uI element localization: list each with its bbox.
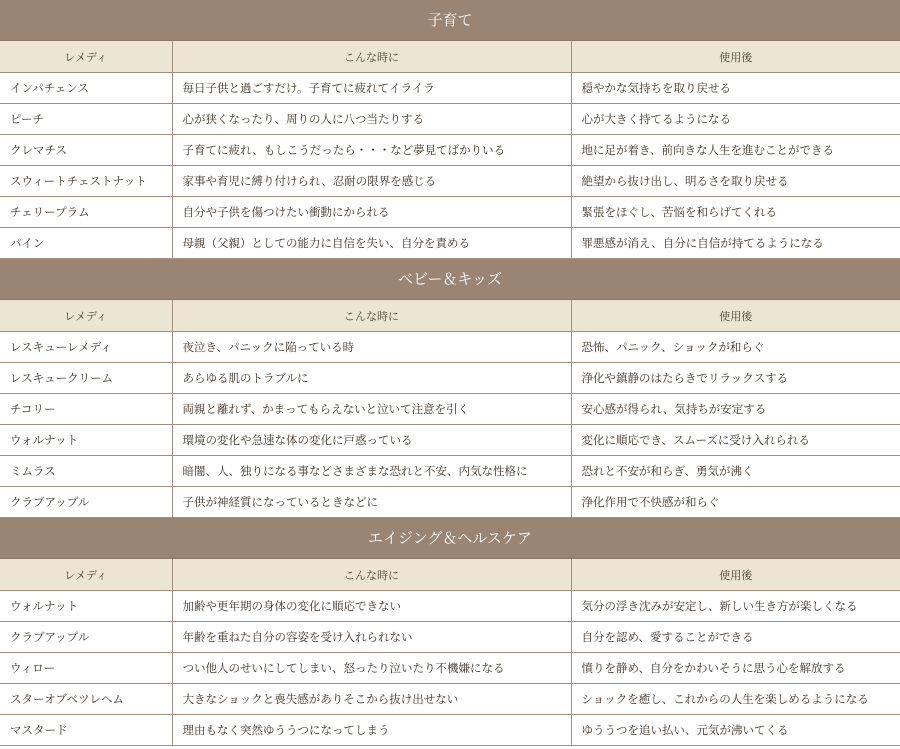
after-cell: 気分の浮き沈みが安定し、新しい生き方が楽しくなる bbox=[571, 591, 900, 622]
after-cell: 浄化作用で不快感が和らぐ bbox=[571, 487, 900, 518]
after-cell: ショックを癒し、これからの人生を楽しめるようになる bbox=[571, 684, 900, 715]
after-cell: 心が大きく持てるようになる bbox=[571, 104, 900, 135]
remedy-cell: パイン bbox=[0, 228, 172, 259]
remedy-table-childcare bbox=[0, 41, 900, 259]
table-row bbox=[0, 73, 900, 104]
remedy-cell: ピーチ bbox=[0, 104, 172, 135]
column-header-remedy: レメディ bbox=[0, 41, 172, 73]
after-cell: 絶望から抜け出し、明るさを取り戻せる bbox=[571, 166, 900, 197]
table-row bbox=[0, 715, 900, 746]
situation-cell: 母親（父親）としての能力に自信を失い、自分を責める bbox=[172, 228, 571, 259]
table-row bbox=[0, 135, 900, 166]
after-cell: 恐怖、パニック、ショックが和らぐ bbox=[571, 332, 900, 363]
situation-cell: 子育てに疲れ、もしこうだったら・・・など夢見てばかりいる bbox=[172, 135, 571, 166]
table-row bbox=[0, 332, 900, 363]
after-cell: 憤りを静め、自分をかわいそうに思う心を解放する bbox=[571, 653, 900, 684]
column-header-situation: こんな時に bbox=[172, 300, 571, 332]
situation-cell: 加齢や更年期の身体の変化に順応できない bbox=[172, 591, 571, 622]
remedy-cell: クレマチス bbox=[0, 135, 172, 166]
situation-cell: 両親と離れず、かまってもらえないと泣いて注意を引く bbox=[172, 394, 571, 425]
table-row bbox=[0, 487, 900, 518]
situation-cell: 夜泣き、パニックに陥っている時 bbox=[172, 332, 571, 363]
situation-cell: 大きなショックと喪失感がありそこから抜け出せない bbox=[172, 684, 571, 715]
remedy-cell: スターオブベツレヘム bbox=[0, 684, 172, 715]
column-header-remedy: レメディ bbox=[0, 559, 172, 591]
table-row bbox=[0, 197, 900, 228]
after-cell: 地に足が着き、前向きな人生を進むことができる bbox=[571, 135, 900, 166]
section-title-baby-kids: ベビー＆キッズ bbox=[0, 259, 900, 300]
column-header-remedy: レメディ bbox=[0, 300, 172, 332]
header-row bbox=[0, 559, 900, 591]
remedy-cell: ウォルナット bbox=[0, 591, 172, 622]
column-header-after: 使用後 bbox=[571, 300, 900, 332]
situation-cell: 子供が神経質になっているときなどに bbox=[172, 487, 571, 518]
table-row bbox=[0, 166, 900, 197]
after-cell: 自分を認め、愛することができる bbox=[571, 622, 900, 653]
situation-cell: 環境の変化や急速な体の変化に戸惑っている bbox=[172, 425, 571, 456]
table-row bbox=[0, 363, 900, 394]
after-cell: 変化に順応でき、スムーズに受け入れられる bbox=[571, 425, 900, 456]
header-row bbox=[0, 41, 900, 73]
situation-cell: 心が狭くなったり、周りの人に八つ当たりする bbox=[172, 104, 571, 135]
after-cell: 浄化や鎮静のはたらきでリラックスする bbox=[571, 363, 900, 394]
situation-cell: 家事や育児に縛り付けられ、忍耐の限界を感じる bbox=[172, 166, 571, 197]
table-row bbox=[0, 684, 900, 715]
remedy-cell: レスキュークリーム bbox=[0, 363, 172, 394]
remedy-cell: クラブアップル bbox=[0, 622, 172, 653]
table-row bbox=[0, 104, 900, 135]
section-title-aging-healthcare: エイジング＆ヘルスケア bbox=[0, 518, 900, 559]
situation-cell: 年齢を重ねた自分の容姿を受け入れられない bbox=[172, 622, 571, 653]
section-title-childcare: 子育て bbox=[0, 0, 900, 41]
remedy-cell: インパチェンス bbox=[0, 73, 172, 104]
table-row bbox=[0, 228, 900, 259]
remedy-cell: チコリー bbox=[0, 394, 172, 425]
situation-cell: 自分や子供を傷つけたい衝動にかられる bbox=[172, 197, 571, 228]
remedy-cell: レスキューレメディ bbox=[0, 332, 172, 363]
column-header-situation: こんな時に bbox=[172, 559, 571, 591]
situation-cell: 理由もなく突然ゆううつになってしまう bbox=[172, 715, 571, 746]
after-cell: ゆううつを追い払い、元気が沸いてくる bbox=[571, 715, 900, 746]
after-cell: 穏やかな気持ちを取り戻せる bbox=[571, 73, 900, 104]
situation-cell: あらゆる肌のトラブルに bbox=[172, 363, 571, 394]
table-row bbox=[0, 425, 900, 456]
header-row bbox=[0, 300, 900, 332]
column-header-situation: こんな時に bbox=[172, 41, 571, 73]
after-cell: 罪悪感が消え、自分に自信が持てるようになる bbox=[571, 228, 900, 259]
remedy-cell: クラブアップル bbox=[0, 487, 172, 518]
remedy-cell: ミムラス bbox=[0, 456, 172, 487]
remedy-cell: チェリープラム bbox=[0, 197, 172, 228]
table-row bbox=[0, 591, 900, 622]
after-cell: 緊張をほぐし、苦悩を和らげてくれる bbox=[571, 197, 900, 228]
table-row bbox=[0, 394, 900, 425]
after-cell: 安心感が得られ、気持ちが安定する bbox=[571, 394, 900, 425]
column-header-after: 使用後 bbox=[571, 559, 900, 591]
table-row bbox=[0, 456, 900, 487]
remedy-table-aging-healthcare bbox=[0, 559, 900, 746]
column-header-after: 使用後 bbox=[571, 41, 900, 73]
table-row bbox=[0, 622, 900, 653]
table-row bbox=[0, 653, 900, 684]
remedy-cell: マスタード bbox=[0, 715, 172, 746]
situation-cell: 暗闇、人、独りになる事などさまざまな恐れと不安、内気な性格に bbox=[172, 456, 571, 487]
remedy-cell: スウィートチェストナット bbox=[0, 166, 172, 197]
remedy-table-baby-kids bbox=[0, 300, 900, 518]
situation-cell: つい他人のせいにしてしまい、怒ったり泣いたり不機嫌になる bbox=[172, 653, 571, 684]
remedy-cell: ウォルナット bbox=[0, 425, 172, 456]
situation-cell: 毎日子供と過ごすだけ。子育てに疲れてイライラ bbox=[172, 73, 571, 104]
remedy-cell: ウィロー bbox=[0, 653, 172, 684]
after-cell: 恐れと不安が和らぎ、勇気が沸く bbox=[571, 456, 900, 487]
